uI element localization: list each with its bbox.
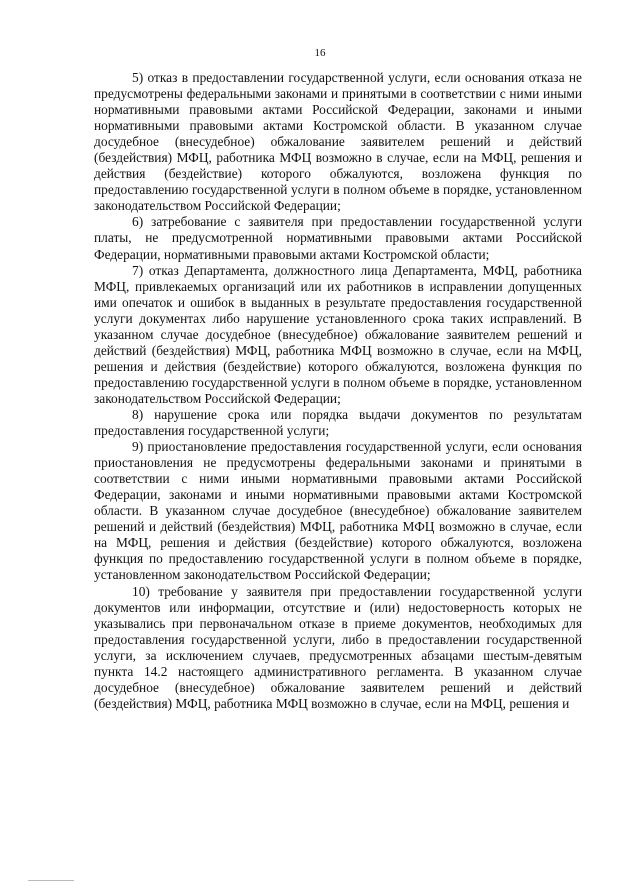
paragraph-item-10: 10) требование у заявителя при предоставлении государственной услуги документов или информации, отсутствие и (или) недостоверность которых не указывались при первоначальном отказе в приеме документов, необходимых для предоставления государственной услуги, либо в предоставлении государственной услуги, за исключением случаев, предусмотренных абзацами шестым-девятым пункта 14.2 настоящего административного регламента. В указанном случае досудебное (внесудебное) обжалование заявителем решений и действий (бездействия) МФЦ, работника МФЦ возможно в случае, если на МФЦ, решения и bbox=[94, 583, 582, 711]
paragraph-item-6: 6) затребование с заявителя при предоставлении государственной услуги платы, не предусмотренной нормативными правовыми актами Российской Федерации, нормативными правовыми актами Костромской области; bbox=[94, 214, 582, 262]
paragraph-item-9: 9) приостановление предоставления государственной услуги, если основания приостановления не предусмотрены федеральными законами и принятыми в соответствии с ними иными нормативными правовыми актами Российской Федерации, законами и иными нормативными правовыми актами Костромской области. В указанном случае досудебное (внесудебное) обжалование заявителем решений и действий (бездействия) МФЦ, работника МФЦ возможно в случае, если на МФЦ, решения и действия (бездействие) которого обжалуются, возложена функция по предоставлению государственной услуги в полном объеме в порядке, установленном законодательством Российской Федерации; bbox=[94, 439, 582, 583]
paragraph-item-7: 7) отказ Департамента, должностного лица Департамента, МФЦ, работника МФЦ, привлекаемых организаций или их работников в исправлении допущенных ими опечаток и ошибок в выданных в результате предоставления государственной услуги документах либо нарушение установленного срока таких исправлений. В указанном случае досудебное (внесудебное) обжалование заявителем решений и действий (бездействия) МФЦ, работника МФЦ возможно в случае, если на МФЦ, решения и действия (бездействие) которого обжалуются, возложена функция по предоставлению государственной услуги в полном объеме в порядке, установленном законодательством Российской Федерации; bbox=[94, 262, 582, 406]
scan-edge-mark bbox=[28, 880, 74, 881]
paragraph-item-8: 8) нарушение срока или порядка выдачи документов по результатам предоставления государственной услуги; bbox=[94, 406, 582, 439]
paragraph-item-5: 5) отказ в предоставлении государственной услуги, если основания отказа не предусмотрены федеральными законами и принятыми в соответствии с ними иными нормативными правовыми актами Российской Федерации, законами и иными нормативными правовыми актами Костромской области. В указанном случае досудебное (внесудебное) обжалование заявителем решений и действий (бездействия) МФЦ, работника МФЦ возможно в случае, если на МФЦ, решения и действия (бездействие) которого обжалуются, возложена функция по предоставлению государственной услуги в полном объеме в порядке, установленном законодательством Российской Федерации; bbox=[94, 70, 582, 214]
page-number: 16 bbox=[314, 47, 326, 59]
document-body bbox=[94, 70, 582, 712]
